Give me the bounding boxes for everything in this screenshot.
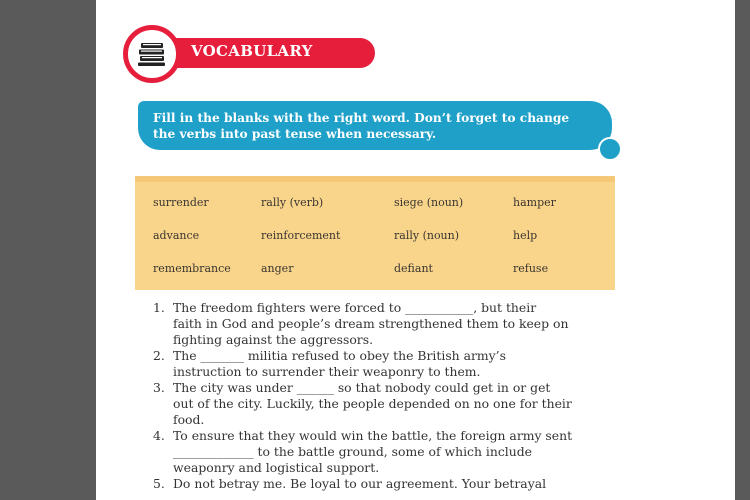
section-header <box>123 25 383 81</box>
header-title: VOCABULARY <box>191 42 313 60</box>
item-line: fighting against the aggressors. <box>173 332 374 347</box>
word-item: advance <box>153 229 200 242</box>
word-item: remembrance <box>153 262 231 275</box>
list-item <box>136 300 598 348</box>
word-item: siege (noun) <box>394 196 464 209</box>
header-icon-circle <box>123 25 181 83</box>
list-item <box>136 380 598 428</box>
word-item: refuse <box>513 262 549 275</box>
item-line: faith in God and people’s dream strengthened them to keep on <box>173 316 569 331</box>
instruction-line: Fill in the blanks with the right word. Don’t forget to change <box>153 111 570 125</box>
word-item: rally (verb) <box>261 196 324 209</box>
item-number: 2. <box>153 348 165 363</box>
item-line: The _______ militia refused to obey the British army’s <box>173 348 506 363</box>
item-number: 5. <box>153 476 165 491</box>
item-line: The city was under ______ so that nobody could get in or get <box>173 380 551 395</box>
word-item: help <box>513 229 538 242</box>
document-page <box>96 0 735 500</box>
word-item: rally (noun) <box>394 229 460 242</box>
item-line: The freedom fighters were forced to ___________, but their <box>173 300 537 315</box>
list-item <box>136 476 598 492</box>
word-box <box>135 176 615 290</box>
item-line: instruction to surrender their weaponry to them. <box>173 364 481 379</box>
item-number: 1. <box>153 300 165 315</box>
callout-dot <box>598 137 622 161</box>
word-item: anger <box>261 262 294 275</box>
exercise-list <box>136 300 598 492</box>
word-item: surrender <box>153 196 209 209</box>
item-line: To ensure that they would win the battle, the foreign army sent <box>173 428 573 443</box>
word-item: defiant <box>394 262 433 275</box>
books-icon <box>137 41 167 67</box>
item-line: _____________ to the battle ground, some of which include <box>173 444 533 459</box>
item-line: food. <box>173 412 205 427</box>
word-box-edge <box>135 176 615 182</box>
word-item: reinforcement <box>261 229 341 242</box>
item-line: out of the city. Luckily, the people depended on no one for their <box>173 396 572 411</box>
item-number: 4. <box>153 428 165 443</box>
item-line: Do not betray me. Be loyal to our agreement. Your betrayal <box>173 476 547 491</box>
instruction-line: the verbs into past tense when necessary. <box>153 127 437 141</box>
item-line: weaponry and logistical support. <box>173 460 380 475</box>
instruction-callout <box>138 101 612 150</box>
item-number: 3. <box>153 380 165 395</box>
list-item <box>136 428 598 476</box>
word-item: hamper <box>513 196 556 209</box>
list-item <box>136 348 598 380</box>
